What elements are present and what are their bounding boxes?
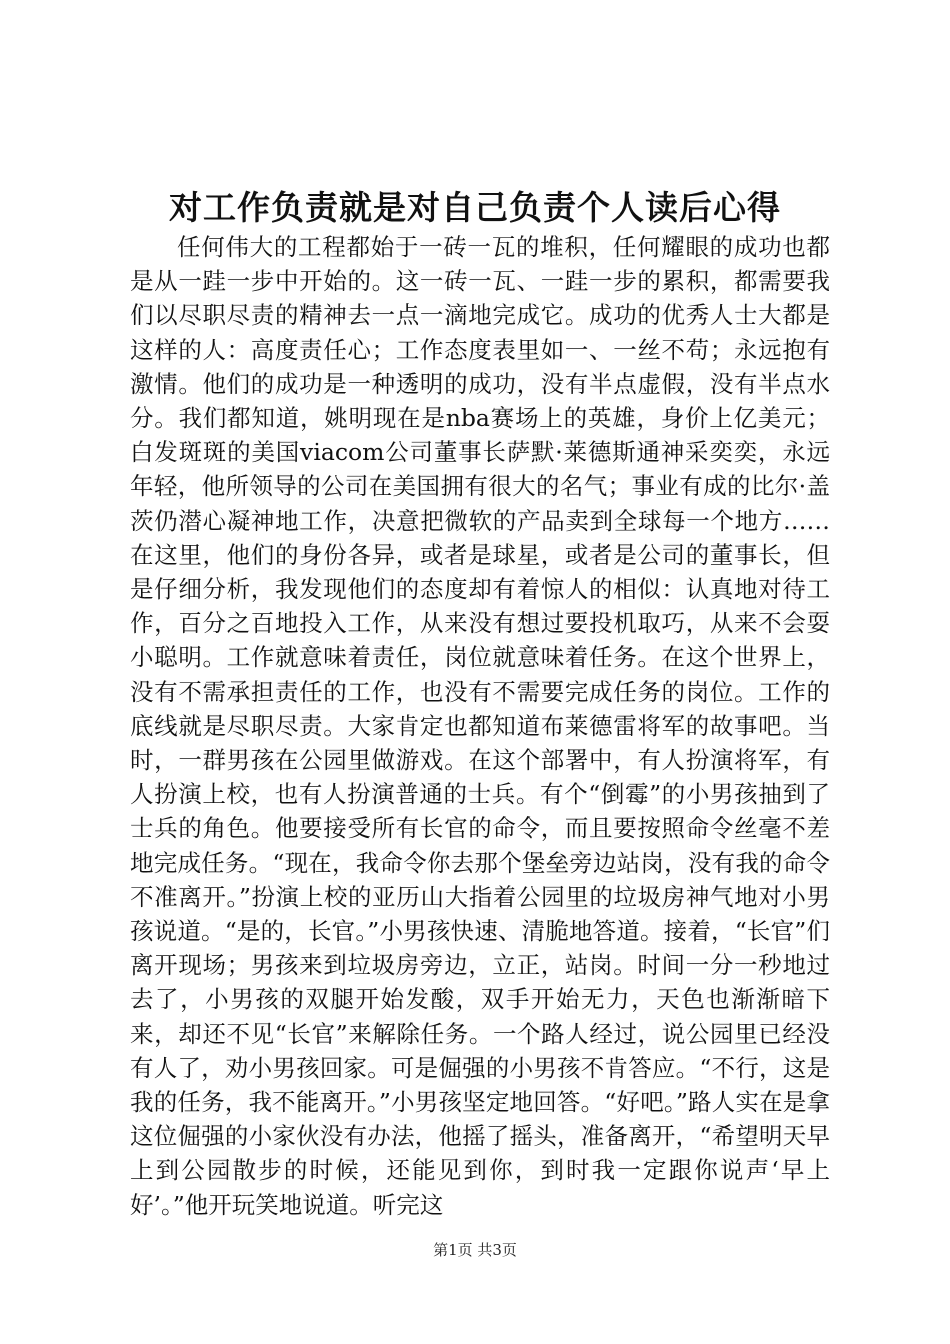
body-paragraph: 任何伟大的工程都始于一砖一瓦的堆积，任何耀眼的成功也都是从一跬一步中开始的。这一砖一瓦、一跬一步的累积，都需要我们以尽职尽责的精神去一点一滴地完成它。成功的优秀人士大都是这样的人：高度责任心；工作态度表里如一、一丝不苟；永远抱有激情。他们的成功是一种透明的成功，没有半点虚假，没有半点水分。我们都知道，姚明现在是nba赛场上的英雄，身价上亿美元；白发斑斑的美国viacom公司董事长萨默·莱德斯通神采奕奕，永远年轻，他所领导的公司在美国拥有很大的名气；事业有成的比尔·盖茨仍潜心凝神地工作，决意把微软的产品卖到全球每一个地方……在这里，他们的身份各异，或者是球星，或者是公司的董事长，但是仔细分析，我发现他们的态度却有着惊人的相似：认真地对待工作，百分之百地投入工作，从来没有想过要投机取巧，从来不会耍小聪明。工作就意味着责任，岗位就意味着任务。在这个世界上，没有不需承担责任的工作，也没有不需要完成任务的岗位。工作的底线就是尽职尽责。大家肯定也都知道布莱德雷将军的故事吧。当时，一群男孩在公园里做游戏。在这个部署中，有人扮演将军，有人扮演上校，也有人扮演普通的士兵。有个“倒霉”的小男孩抽到了士兵的角色。他要接受所有长官的命令，而且要按照命令丝毫不差地完成任务。“现在，我命令你去那个堡垒旁边站岗，没有我的命令不准离开。”扮演上校的亚历山大指着公园里的垃圾房神气地对小男孩说道。“是的，长官。”小男孩快速、清脆地答道。接着，“长官”们离开现场；男孩来到垃圾房旁边，立正，站岗。时间一分一秒地过去了，小男孩的双腿开始发酸，双手开始无力，天色也渐渐暗下来，却还不见“长官”来解除任务。一个路人经过，说公园里已经没有人了，劝小男孩回家。可是倔强的小男孩不肯答应。“不行，这是我的任务，我不能离开。”小男孩坚定地回答。“好吧。”路人实在是拿这位倔强的小家伙没有办法，他摇了摇头，准备离开，“希望明天早上到公园散步的时候，还能见到你，到时我一定跟你说声‘早上好’。”他开玩笑地说道。听完这	[130, 233, 830, 1219]
document-title: 对工作负责就是对自己负责个人读后心得	[169, 188, 781, 227]
page-footer: 第1页 共3页	[433, 1241, 517, 1259]
